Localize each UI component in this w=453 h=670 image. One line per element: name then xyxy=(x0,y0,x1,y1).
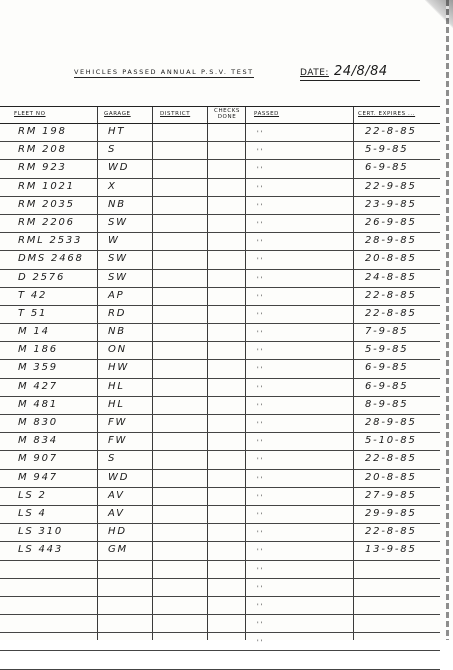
fleet-number: LS 443 xyxy=(18,544,63,556)
passed-mark: '' xyxy=(257,530,264,538)
fleet-number: RM 198 xyxy=(18,126,67,137)
garage-code: X xyxy=(108,180,117,192)
table-row xyxy=(0,179,440,197)
garage-code: S xyxy=(108,453,117,465)
table-row xyxy=(0,342,440,360)
passed-mark: '' xyxy=(257,493,264,501)
garage-code: FW xyxy=(108,435,128,447)
passed-mark: '' xyxy=(257,475,264,483)
column-header-garage: GARAGE xyxy=(104,111,131,117)
garage-code: FW xyxy=(108,417,128,428)
passed-mark: '' xyxy=(257,275,264,283)
passed-mark: '' xyxy=(257,220,264,228)
table-row xyxy=(0,597,440,615)
fleet-number: M 830 xyxy=(18,417,58,428)
passed-mark: '' xyxy=(257,384,264,392)
passed-mark: '' xyxy=(257,602,264,610)
table-row xyxy=(0,215,440,233)
cert-expiry: 23-9-85 xyxy=(365,198,417,210)
fleet-number: DMS 2468 xyxy=(18,253,84,265)
table-row xyxy=(0,233,440,251)
garage-code: NB xyxy=(108,326,126,338)
garage-code: GM xyxy=(108,544,128,556)
cert-expiry: 8-9-85 xyxy=(365,398,409,410)
cert-expiry: 22-9-85 xyxy=(365,180,417,192)
fleet-number: LS 310 xyxy=(18,526,63,538)
passed-mark: '' xyxy=(257,130,264,137)
passed-mark: '' xyxy=(257,348,264,356)
table-row xyxy=(0,415,440,433)
table-body xyxy=(0,124,440,670)
garage-code: HL xyxy=(108,380,125,392)
fleet-number: M 907 xyxy=(18,453,58,465)
fleet-number: RM 2206 xyxy=(18,216,75,228)
cert-expiry: 22-8-85 xyxy=(365,526,417,538)
garage-code: SW xyxy=(108,253,128,265)
fleet-number: LS 4 xyxy=(18,507,47,519)
garage-code: WD xyxy=(108,471,130,483)
cert-expiry: 26-9-85 xyxy=(365,216,417,228)
passed-mark: '' xyxy=(257,311,264,319)
cert-expiry: 29-9-85 xyxy=(365,507,417,519)
table-row xyxy=(0,579,440,597)
passed-mark: '' xyxy=(257,421,264,428)
garage-code: HD xyxy=(108,526,127,538)
table-row xyxy=(0,288,440,306)
cert-expiry: 27-9-85 xyxy=(365,489,417,501)
table-row xyxy=(0,270,440,288)
fleet-number: LS 2 xyxy=(18,489,47,501)
table-row xyxy=(0,561,440,579)
passed-mark: '' xyxy=(257,457,264,465)
passed-mark: '' xyxy=(257,639,264,647)
table-row xyxy=(0,542,440,560)
passed-mark: '' xyxy=(257,184,264,192)
garage-code: AV xyxy=(108,507,125,519)
garage-code: RD xyxy=(108,307,127,319)
column-header-district: DISTRICT xyxy=(160,111,191,117)
cert-expiry: 24-8-85 xyxy=(365,271,417,283)
passed-mark: '' xyxy=(257,239,264,247)
table-row xyxy=(0,451,440,469)
cert-expiry: 5-9-85 xyxy=(365,144,409,156)
fleet-number: RM 2035 xyxy=(18,198,75,210)
fleet-number: M 427 xyxy=(18,380,58,392)
garage-code: WD xyxy=(108,162,130,174)
garage-code: AV xyxy=(108,489,125,501)
cert-expiry: 28-9-85 xyxy=(365,417,417,428)
table-row xyxy=(0,506,440,524)
garage-code: SW xyxy=(108,271,128,283)
cert-expiry: 6-9-85 xyxy=(365,362,409,374)
passed-mark: '' xyxy=(257,584,264,592)
fleet-number: M 186 xyxy=(18,344,58,356)
table-row xyxy=(0,379,440,397)
column-header-fleet: FLEET NO xyxy=(14,111,46,117)
passed-mark: '' xyxy=(257,293,264,301)
table-row xyxy=(0,633,440,651)
table-row xyxy=(0,397,440,415)
fleet-number: RML 2533 xyxy=(18,235,83,247)
column-header-checks: CHECKS DONE xyxy=(214,108,240,120)
passed-mark: '' xyxy=(257,257,264,265)
garage-code: NB xyxy=(108,198,126,210)
garage-code: SW xyxy=(108,216,128,228)
column-header-passed: PASSED xyxy=(254,111,280,117)
passed-mark: '' xyxy=(257,511,264,519)
table-row xyxy=(0,433,440,451)
garage-code: HW xyxy=(108,362,130,374)
table-row xyxy=(0,124,440,142)
table-row xyxy=(0,524,440,542)
table-row xyxy=(0,142,440,160)
passed-mark: '' xyxy=(257,566,264,574)
column-header-cert-expires: CERT. EXPIRES ... xyxy=(358,111,416,117)
fleet-number: M 834 xyxy=(18,435,58,447)
page-edge-scan-artifact xyxy=(446,0,449,640)
table-row xyxy=(0,615,440,633)
table-row xyxy=(0,360,440,378)
vehicle-table xyxy=(0,106,440,670)
fleet-number: M 359 xyxy=(18,362,58,374)
document-title: VEHICLES PASSED ANNUAL P.S.V. TEST xyxy=(74,68,254,76)
cert-expiry: 6-9-85 xyxy=(365,380,409,392)
passed-mark: '' xyxy=(257,202,264,210)
table-row xyxy=(0,306,440,324)
cert-expiry: 22-8-85 xyxy=(365,307,417,319)
table-row xyxy=(0,488,440,506)
date-label: DATE: xyxy=(300,68,329,78)
cert-expiry: 20-8-85 xyxy=(365,253,417,265)
cert-expiry: 5-9-85 xyxy=(365,344,409,356)
fleet-number: RM 1021 xyxy=(18,180,75,192)
fleet-number: M 14 xyxy=(18,326,50,338)
cert-expiry: 6-9-85 xyxy=(365,162,409,174)
passed-mark: '' xyxy=(257,166,264,174)
date-value: 24/8/84 xyxy=(334,64,388,79)
fleet-number: RM 208 xyxy=(18,144,67,156)
table-row xyxy=(0,651,440,669)
fleet-number: M 481 xyxy=(18,398,58,410)
table-row xyxy=(0,197,440,215)
garage-code: HL xyxy=(108,398,125,410)
table-row xyxy=(0,470,440,488)
date-underline xyxy=(300,80,420,81)
fleet-number: M 947 xyxy=(18,471,58,483)
cert-expiry: 22-8-85 xyxy=(365,453,417,465)
garage-code: AP xyxy=(108,289,125,301)
garage-code: W xyxy=(108,235,120,247)
passed-mark: '' xyxy=(257,439,264,447)
table-row xyxy=(0,160,440,178)
fleet-number: D 2576 xyxy=(18,271,66,283)
passed-mark: '' xyxy=(257,148,264,156)
passed-mark: '' xyxy=(257,366,264,374)
fleet-number: T 42 xyxy=(18,289,48,301)
fleet-number: T 51 xyxy=(18,307,48,319)
passed-mark: '' xyxy=(257,402,264,410)
cert-expiry: 22-8-85 xyxy=(365,126,417,137)
passed-mark: '' xyxy=(257,621,264,629)
garage-code: HT xyxy=(108,126,126,137)
cert-expiry: 22-8-85 xyxy=(365,289,417,301)
cert-expiry: 28-9-85 xyxy=(365,235,417,247)
table-header-row xyxy=(0,106,440,124)
table-row xyxy=(0,324,440,342)
cert-expiry: 5-10-85 xyxy=(365,435,417,447)
cert-expiry: 20-8-85 xyxy=(365,471,417,483)
table-row xyxy=(0,251,440,269)
date-block xyxy=(300,60,388,79)
garage-code: S xyxy=(108,144,117,156)
cert-expiry: 7-9-85 xyxy=(365,326,409,338)
passed-mark: '' xyxy=(257,548,264,556)
garage-code: ON xyxy=(108,344,127,356)
cert-expiry: 13-9-85 xyxy=(365,544,417,556)
fleet-number: RM 923 xyxy=(18,162,67,174)
passed-mark: '' xyxy=(257,330,264,338)
